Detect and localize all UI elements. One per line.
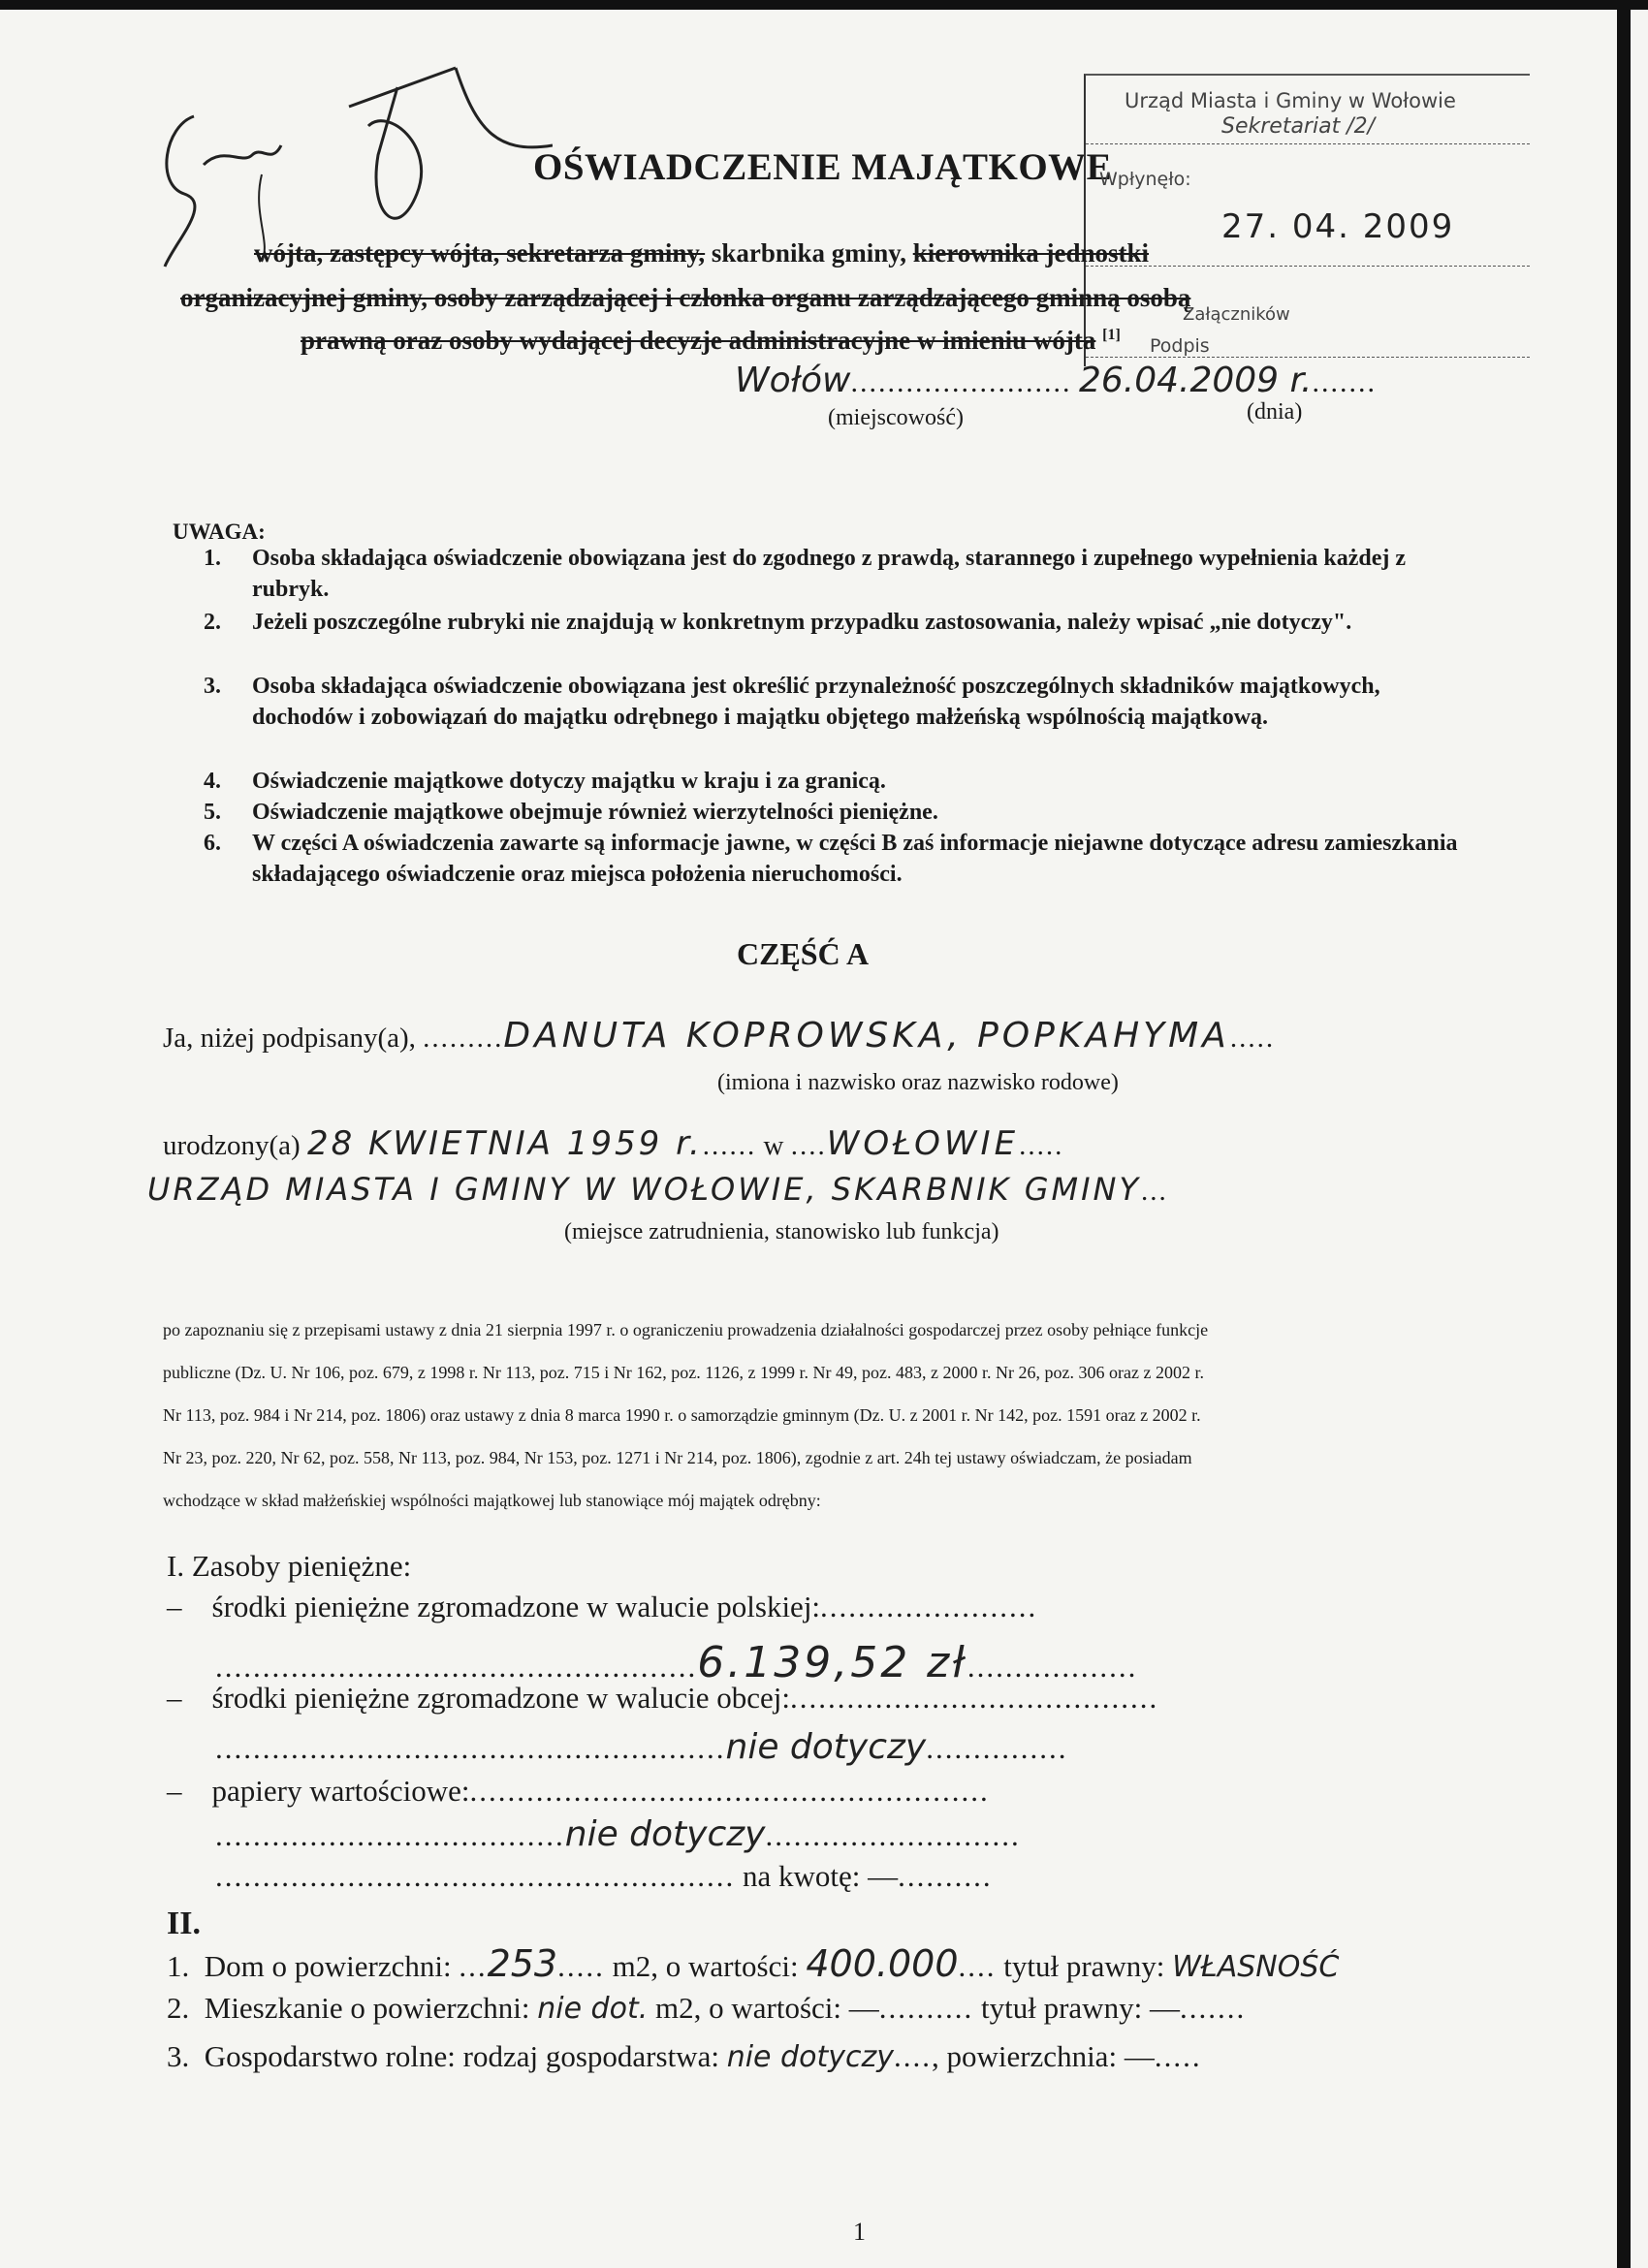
date-caption: (dnia) — [1247, 399, 1303, 425]
uwaga-item: 3. Osoba składająca oświadczenie obowiązana jest określić przynależność poszczególnych składników majątkowych, dochodów i zobowiązań do majątku odrębnego i majątku objętego małżeńską wspólnością majątkową. — [204, 674, 1380, 730]
registry-stamp — [1084, 74, 1530, 366]
uwaga-item: 2. Jeżeli poszczególne rubryki nie znajdują w konkretnym przypadku zastosowania, należy wpisać „nie dotyczy". — [204, 610, 1352, 635]
flat-area: nie dot. — [537, 1992, 649, 2026]
section-1-heading: I. Zasoby pieniężne: — [167, 1549, 412, 1583]
stamp-attachments-label: Załączników — [1183, 304, 1290, 325]
farm-area-label: , powierzchnia: — [931, 2039, 1118, 2073]
declarant-name: DANUTA KOPROWSKA, POPKAHYMA — [503, 1016, 1230, 1055]
amount-row: ....................................................... na kwotę: —.......... — [215, 1859, 993, 1893]
farm-type: nie dotyczy — [726, 2040, 894, 2074]
page-number: 1 — [853, 2218, 866, 2246]
amount-label: na kwotę: — [743, 1859, 861, 1893]
employment-value: URZĄD MIASTA I GMINY W WOŁOWIE, SKARBNIK GMINY — [147, 1171, 1142, 1208]
stamp-dept: Sekretariat /2/ — [1221, 114, 1376, 139]
house-unit-label: m2, o wartości: — [612, 1949, 799, 1983]
birth-place: WOŁOWIE — [826, 1124, 1020, 1163]
house-title-value: WŁASNOŚĆ — [1172, 1950, 1340, 1984]
flat-label: Mieszkanie o powierzchni: — [204, 1991, 530, 2025]
place-caption: (miejscowość) — [828, 405, 964, 430]
scan-right-border — [1617, 0, 1631, 2268]
house-label: Dom o powierzchni: — [204, 1949, 452, 1983]
stamp-office: Urząd Miasta i Gminy w Wołowie — [1125, 89, 1456, 112]
subtitle-line-2: organizacyjnej gminy, osoby zarządzającej i członka organu zarządzającego gminną osobą — [180, 283, 1191, 312]
birth-date: 28 KWIETNIA 1959 r. — [306, 1124, 703, 1163]
stamp-signature-label: Podpis — [1150, 335, 1210, 357]
pln-funds-row: – środki pieniężne zgromadzone w walucie polskiej:....................... — [167, 1590, 1038, 1623]
document-title: OŚWIADCZENIE MAJĄTKOWE — [533, 146, 1113, 188]
date-value: 26.04.2009 r. — [1078, 361, 1313, 400]
pln-funds-label: środki pieniężne zgromadzone w walucie polskiej: — [211, 1590, 821, 1623]
flat-value: — — [848, 1991, 879, 2025]
house-row: 1. Dom o powierzchni: ...253..... m2, o wartości: 400.000.... tytuł prawny: WŁASNOŚĆ — [167, 1942, 1340, 1985]
pln-funds-value-row: ...................................................6.139,52 zł.................. — [215, 1638, 1138, 1687]
subtitle-footnote: [1] — [1102, 327, 1121, 343]
subtitle-line-3 — [301, 326, 1121, 356]
employment-caption: (miejsce zatrudnienia, stanowisko lub funkcja) — [564, 1219, 999, 1244]
flat-unit-label: m2, o wartości: — [655, 1991, 842, 2025]
securities-row: – papiery wartościowe:....................................................... — [167, 1774, 990, 1808]
securities-value: nie dotyczy — [564, 1814, 766, 1854]
foreign-funds-value-row: ......................................................nie dotyczy............... — [215, 1727, 1068, 1767]
subtitle-kept-role: skarbnika gminy, — [711, 238, 906, 268]
legal-line: wchodzące w skład małżeńskiej wspólności majątkowej lub stanowiące mój majątek odrębny: — [163, 1491, 821, 1510]
birth-row: urodzony(a) 28 KWIETNIA 1959 r....... w ....WOŁOWIE..... — [163, 1124, 1064, 1163]
securities-label: papiery wartościowe: — [211, 1774, 470, 1808]
flat-row: 2. Mieszkanie o powierzchni: nie dot. m2, o wartości: —.......... tytuł prawny: —....... — [167, 1991, 1247, 2026]
securities-value-row: .....................................nie dotyczy........................... — [215, 1814, 1021, 1854]
legal-line: po zapoznaniu się z przepisami ustawy z dnia 21 sierpnia 1997 r. o ograniczeniu prowadzenia działalności gospodarczej przez osoby pełniące funkcje — [163, 1320, 1209, 1339]
uwaga-heading: UWAGA: — [173, 520, 266, 544]
house-area: 253 — [487, 1942, 558, 1985]
name-row: Ja, niżej podpisany(a), .........DANUTA KOPROWSKA, POPKAHYMA..... — [163, 1016, 1276, 1055]
part-a-heading: CZĘŚĆ A — [737, 936, 870, 971]
pln-funds-value: 6.139,52 zł — [697, 1638, 967, 1687]
subtitle-line-1 — [254, 238, 1149, 268]
subtitle-struck-c: prawną oraz osoby wydającej decyzje administracyjne w imieniu wójta — [301, 326, 1096, 355]
born-label: urodzony(a) — [163, 1130, 301, 1161]
flat-title-label: tytuł prawny: — [981, 1991, 1143, 2025]
legal-line: Nr 113, poz. 984 i Nr 214, poz. 1806) oraz ustawy z dnia 8 marca 1990 r. o samorządzie gminnym (Dz. U. z 2001 r. Nr 142, poz. 1591 oraz z 2002 r. — [163, 1405, 1201, 1425]
farm-label: Gospodarstwo rolne: rodzaj gospodarstwa: — [204, 2039, 719, 2073]
farm-area-value: — — [1124, 2039, 1155, 2073]
house-value: 400.000 — [806, 1942, 959, 1985]
farm-row: 3. Gospodarstwo rolne: rodzaj gospodarstwa: nie dotyczy...., powierzchnia: —..... — [167, 2039, 1202, 2074]
place-date-row: Wołów........................ 26.04.2009 r........ — [735, 361, 1377, 400]
employment-row: URZĄD MIASTA I GMINY W WOŁOWIE, SKARBNIK GMINY... — [147, 1171, 1168, 1208]
legal-line: publiczne (Dz. U. Nr 106, poz. 679, z 1998 r. Nr 113, poz. 715 i Nr 162, poz. 1126, z 1999 r. Nr 49, poz. 483, z 2000 r. Nr 26, poz. 306 oraz z 2002 r. — [163, 1363, 1204, 1382]
name-caption: (imiona i nazwisko oraz nazwisko rodowe) — [717, 1070, 1119, 1095]
foreign-funds-value: nie dotyczy — [725, 1727, 927, 1767]
legal-line: Nr 23, poz. 220, Nr 62, poz. 558, Nr 113, poz. 984, Nr 153, poz. 1271 i Nr 214, poz. 1806), zgodnie z art. 24h tej ustawy oświadczam, że posiadam — [163, 1448, 1192, 1467]
uwaga-item: 5. Oświadczenie majątkowe obejmuje również wierzytelności pieniężne. — [204, 800, 938, 825]
foreign-funds-row: – środki pieniężne zgromadzone w walucie obcej:....................................... — [167, 1681, 1159, 1715]
uwaga-item: 1. Osoba składająca oświadczenie obowiązana jest do zgodnego z prawdą, starannego i zupełnego wypełnienia każdej z rubryk. — [204, 546, 1407, 602]
stamp-date: 27. 04. 2009 — [1221, 207, 1455, 246]
foreign-funds-label: środki pieniężne zgromadzone w walucie obcej: — [211, 1681, 791, 1715]
house-title-label: tytuł prawny: — [1003, 1949, 1165, 1983]
section-2-heading: II. — [167, 1906, 201, 1941]
uwaga-item: 6. W części A oświadczenia zawarte są informacje jawne, w części B zaś informacje niejawne dotyczące adresu zamieszkania składającego oświadczenie oraz miejsca położenia nieruchomości. — [204, 831, 1458, 887]
amount-value: — — [868, 1859, 899, 1893]
subtitle-struck-b: kierownika jednostki — [912, 238, 1150, 268]
declarant-label: Ja, niżej podpisany(a), — [163, 1023, 416, 1054]
uwaga-item: 4. Oświadczenie majątkowe dotyczy majątku w kraju i za granicą. — [204, 769, 886, 794]
scan-top-border — [0, 0, 1648, 10]
subtitle-struck-a: wójta, zastępcy wójta, sekretarza gminy, — [254, 238, 706, 268]
stamp-received-label: Wpłynęło: — [1099, 169, 1191, 190]
birth-in-label: w — [763, 1130, 784, 1161]
place-value: Wołów — [735, 361, 851, 400]
flat-title-value: — — [1149, 1991, 1180, 2025]
